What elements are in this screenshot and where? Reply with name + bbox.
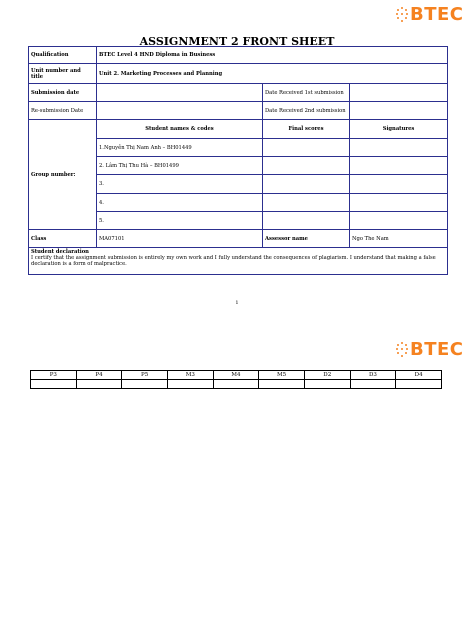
criteria-cell bbox=[167, 380, 213, 389]
student-score bbox=[263, 212, 350, 230]
criteria-header: M3 bbox=[167, 371, 213, 380]
burst-icon bbox=[396, 342, 408, 358]
grading-criteria-table bbox=[30, 370, 442, 389]
received-1st-label: Date Received 1st submission bbox=[263, 84, 350, 102]
student-name: 2. Lâm Thị Thu Hà – BH01499 bbox=[97, 157, 263, 175]
qualification-value: BTEC Level 4 HND Diploma in Business bbox=[97, 47, 448, 64]
criteria-cell bbox=[213, 380, 259, 389]
student-signature bbox=[350, 194, 448, 212]
student-declaration bbox=[29, 248, 448, 275]
btec-logo bbox=[396, 4, 464, 25]
page-title: ASSIGNMENT 2 FRONT SHEET bbox=[139, 35, 335, 48]
criteria-cell bbox=[76, 380, 122, 389]
criteria-header: D3 bbox=[350, 371, 396, 380]
page-number: 1 bbox=[235, 300, 239, 306]
criteria-header: P5 bbox=[122, 371, 168, 380]
received-1st-value bbox=[350, 84, 448, 102]
submission-date-label: Submission date bbox=[29, 84, 97, 102]
assessor-value: Ngo The Nam bbox=[350, 230, 448, 248]
criteria-header: D4 bbox=[396, 371, 442, 380]
unit-value: Unit 2. Marketing Processes and Planning bbox=[97, 64, 448, 84]
student-signature bbox=[350, 212, 448, 230]
criteria-header: D2 bbox=[304, 371, 350, 380]
student-names-header: Student names & codes bbox=[97, 120, 263, 139]
criteria-cell bbox=[396, 380, 442, 389]
logo-text: BTEC bbox=[410, 4, 464, 25]
group-number-label: Group number: bbox=[29, 120, 97, 230]
student-name: 3. bbox=[97, 175, 263, 194]
student-score bbox=[263, 194, 350, 212]
resubmission-label: Re-submission Date bbox=[29, 102, 97, 120]
student-name: 5. bbox=[97, 212, 263, 230]
class-value: MA07101 bbox=[97, 230, 263, 248]
signatures-header: Signatures bbox=[350, 120, 448, 139]
front-sheet-table bbox=[28, 46, 448, 275]
criteria-cell bbox=[31, 380, 77, 389]
criteria-header: M4 bbox=[213, 371, 259, 380]
student-signature bbox=[350, 157, 448, 175]
final-scores-header: Final scores bbox=[263, 120, 350, 139]
student-name: 4. bbox=[97, 194, 263, 212]
qualification-label: Qualification bbox=[29, 47, 97, 64]
student-name: 1.Nguyễn Thị Nam Anh – BH01449 bbox=[97, 139, 263, 157]
unit-label: Unit number and title bbox=[29, 64, 97, 84]
criteria-cell bbox=[259, 380, 305, 389]
logo-text: BTEC bbox=[410, 339, 464, 360]
student-signature bbox=[350, 175, 448, 194]
student-score bbox=[263, 175, 350, 194]
resubmission-value bbox=[97, 102, 263, 120]
criteria-cell bbox=[304, 380, 350, 389]
criteria-header: P3 bbox=[31, 371, 77, 380]
criteria-header: M5 bbox=[259, 371, 305, 380]
criteria-cell bbox=[122, 380, 168, 389]
declaration-text: I certify that the assignment submission is entirely my own work and I fully understand the consequences of plagiarism. I understand that making a false declaration is a form of malpractice. bbox=[31, 255, 436, 267]
student-score bbox=[263, 157, 350, 175]
student-score bbox=[263, 139, 350, 157]
received-2nd-label: Date Received 2nd submission bbox=[263, 102, 350, 120]
btec-logo bbox=[396, 339, 464, 360]
submission-date-value bbox=[97, 84, 263, 102]
student-signature bbox=[350, 139, 448, 157]
declaration-title: Student declaration bbox=[31, 249, 89, 255]
class-label: Class bbox=[29, 230, 97, 248]
criteria-cell bbox=[350, 380, 396, 389]
burst-icon bbox=[396, 7, 408, 23]
assessor-label: Assessor name bbox=[263, 230, 350, 248]
criteria-header: P4 bbox=[76, 371, 122, 380]
received-2nd-value bbox=[350, 102, 448, 120]
